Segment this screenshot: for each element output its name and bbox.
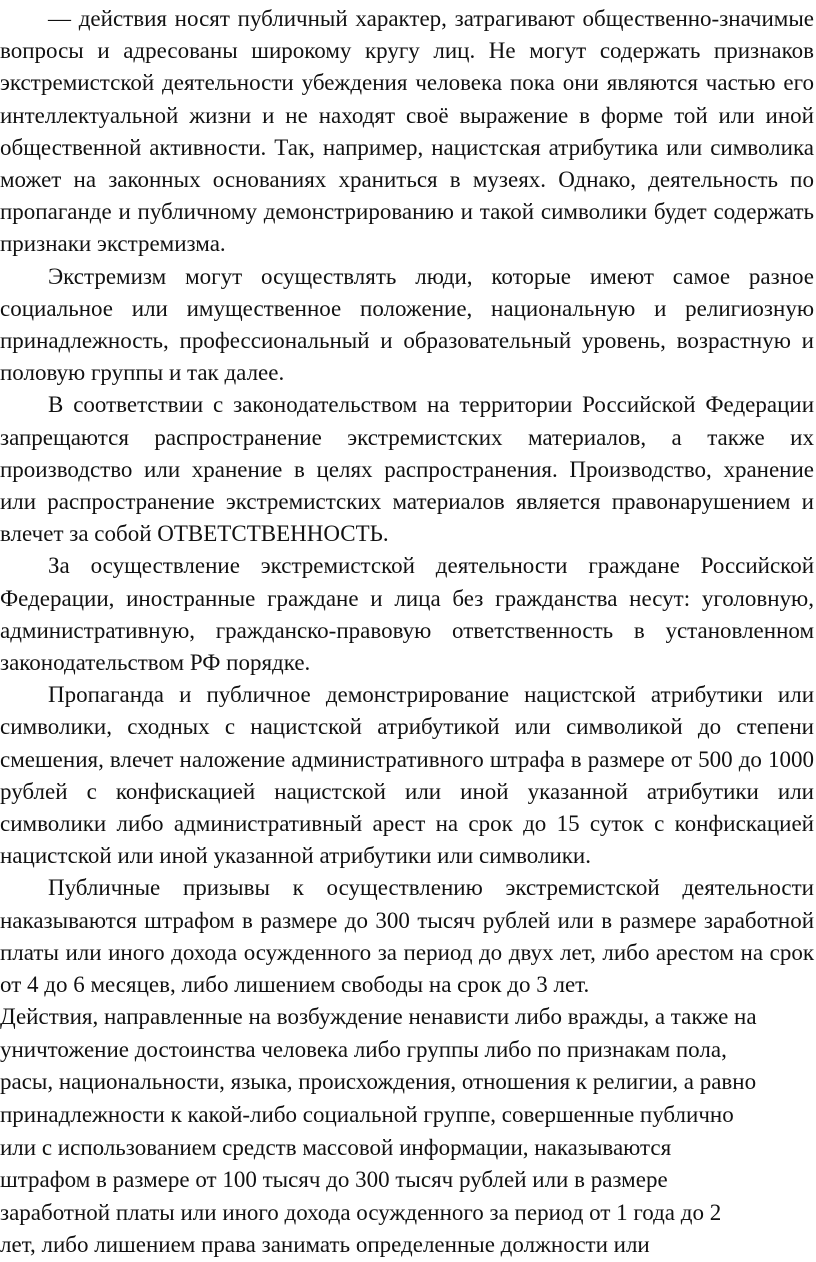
tail-line: Действия, направленные на возбуждение ненависти либо вражды, а также на: [0, 1004, 757, 1030]
paragraph-responsibility: За осуществление экстремистской деятельности граждане Российской Федерации, иностранные граждане и лица без гражданства несут: уголовную, административную, гражданско-правовую ответственность в установленном законодательством РФ порядке.: [0, 553, 814, 676]
paragraph-nazi-symbols: Пропаганда и публичное демонстрирование нацистской атрибутики или символики, сходных с нацистской атрибутикой или символикой до степени смешения, влечет наложение административного штрафа в размере от 500 до 1000 рублей с конфискацией нацистской или иной указанной атрибутики или символики либо административный арест на срок до 15 суток с конфискацией нацистской или иной указанной атрибутики или символики.: [0, 682, 814, 869]
tail-line: штрафом в размере от 100 тысяч до 300 тысяч рублей или в размере: [0, 1167, 668, 1193]
paragraph-legislation: В соответствии с законодательством на территории Российской Федерации запрещаются распространение экстремистских материалов, а также их производство или хранение в целях распространения. Производство, хранение или распространение экстремистских материалов является правонарушением и влечет за собой ОТВЕТСТВЕННОСТЬ.: [0, 392, 814, 547]
tail-line: расы, национальности, языка, происхождения, отношения к религии, а равно: [0, 1069, 757, 1095]
paragraph-public-character: — действия носят публичный характер, затрагивают общественно-значимые вопросы и адресованы широкому кругу лиц. Не могут содержать признаков экстремистской деятельности убеждения человека пока они являются частью его интеллектуальной жизни и не находят своё выражение в форме той или иной общественной активности. Так, например, нацистская атрибутика или символика может на законных основаниях храниться в музеях. Однако, деятельность по пропаганде и публичному демонстрированию и такой символики будет содержать признаки экстремизма.: [0, 6, 814, 257]
paragraph-public-calls: Публичные призывы к осуществлению экстремистской деятельности наказываются штрафом в размере до 300 тысяч рублей или в размере заработной платы или иного дохода осужденного за период до двух лет, либо арестом на срок от 4 до 6 месяцев, либо лишением свободы на срок до 3 лет.: [0, 875, 814, 998]
document-page: [0, 3, 816, 1260]
paragraph-extremism-subjects: Экстремизм могут осуществлять люди, которые имеют самое разное социальное или имущественное положение, национальную и религиозную принадлежность, профессиональный и образовательный уровень, возрастную и половую группы и так далее.: [0, 263, 814, 386]
tail-line: принадлежности к какой-либо социальной группе, совершенные публично: [0, 1102, 734, 1128]
tail-text-block: [0, 1001, 814, 1262]
tail-line: или с использованием средств массовой информации, наказываются: [0, 1134, 672, 1160]
tail-line: лет, либо лишением права занимать определенные должности или: [0, 1232, 650, 1258]
tail-line: заработной платы или иного дохода осужденного за период от 1 года до 2: [0, 1199, 722, 1225]
tail-line: уничтожение достоинства человека либо группы либо по признакам пола,: [0, 1036, 727, 1062]
